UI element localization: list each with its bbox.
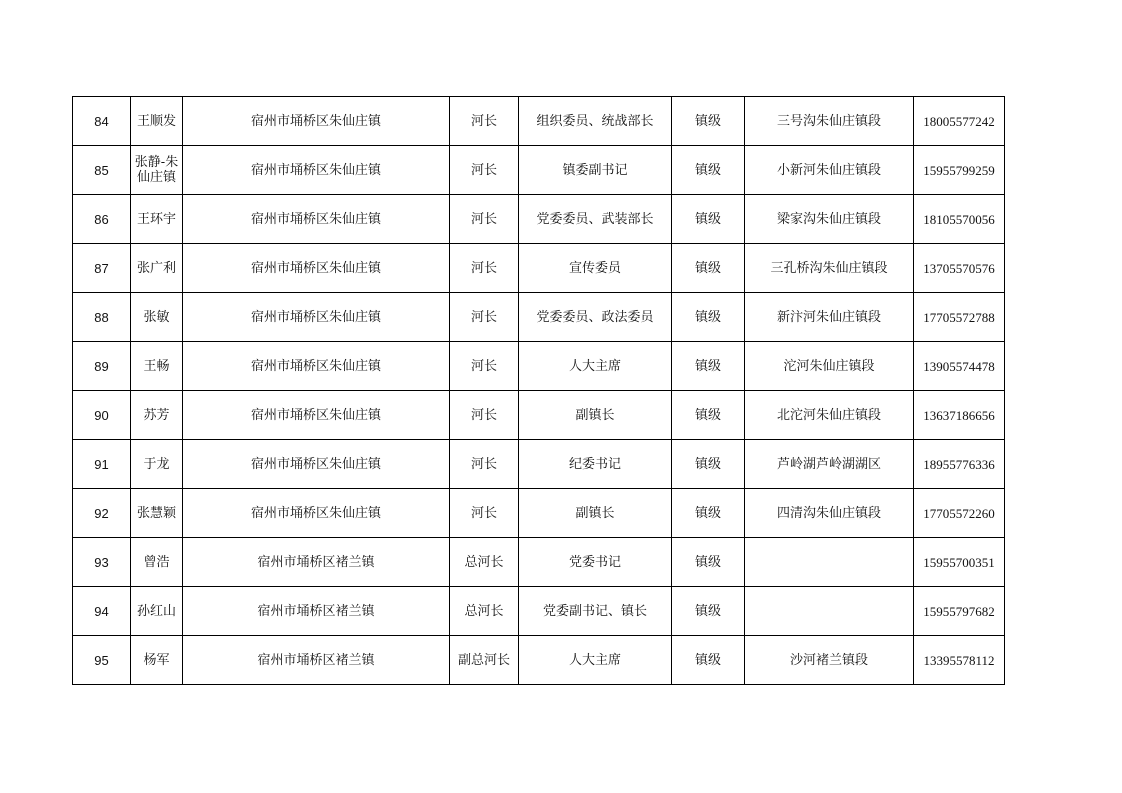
level-cell: 镇级 xyxy=(672,293,745,342)
river-section-cell: 梁家沟朱仙庄镇段 xyxy=(745,195,914,244)
row-number-cell: 86 xyxy=(73,195,131,244)
position-cell: 人大主席 xyxy=(519,342,672,391)
position-cell: 镇委副书记 xyxy=(519,146,672,195)
row-number-cell: 95 xyxy=(73,636,131,685)
area-cell: 宿州市埇桥区朱仙庄镇 xyxy=(183,244,450,293)
river-section-cell: 四清沟朱仙庄镇段 xyxy=(745,489,914,538)
level-cell: 镇级 xyxy=(672,342,745,391)
phone-cell: 15955799259 xyxy=(914,146,1005,195)
name-cell: 于龙 xyxy=(131,440,183,489)
phone-cell: 15955700351 xyxy=(914,538,1005,587)
row-number-cell: 93 xyxy=(73,538,131,587)
table-row xyxy=(73,97,1005,146)
phone-cell: 13905574478 xyxy=(914,342,1005,391)
name-cell: 张广利 xyxy=(131,244,183,293)
phone-cell: 18955776336 xyxy=(914,440,1005,489)
table-row xyxy=(73,146,1005,195)
name-cell: 张静-朱仙庄镇 xyxy=(131,146,183,195)
table-row xyxy=(73,244,1005,293)
role-cell: 河长 xyxy=(450,244,519,293)
name-cell: 孙红山 xyxy=(131,587,183,636)
name-cell: 曾浩 xyxy=(131,538,183,587)
river-section-cell: 北沱河朱仙庄镇段 xyxy=(745,391,914,440)
level-cell: 镇级 xyxy=(672,587,745,636)
row-number-cell: 88 xyxy=(73,293,131,342)
area-cell: 宿州市埇桥区朱仙庄镇 xyxy=(183,146,450,195)
phone-cell: 17705572788 xyxy=(914,293,1005,342)
river-section-cell: 小新河朱仙庄镇段 xyxy=(745,146,914,195)
area-cell: 宿州市埇桥区朱仙庄镇 xyxy=(183,440,450,489)
phone-cell: 18105570056 xyxy=(914,195,1005,244)
area-cell: 宿州市埇桥区褚兰镇 xyxy=(183,587,450,636)
role-cell: 河长 xyxy=(450,391,519,440)
level-cell: 镇级 xyxy=(672,244,745,293)
river-section-cell: 三号沟朱仙庄镇段 xyxy=(745,97,914,146)
row-number-cell: 90 xyxy=(73,391,131,440)
area-cell: 宿州市埇桥区朱仙庄镇 xyxy=(183,195,450,244)
level-cell: 镇级 xyxy=(672,440,745,489)
position-cell: 党委副书记、镇长 xyxy=(519,587,672,636)
role-cell: 河长 xyxy=(450,97,519,146)
name-cell: 王顺发 xyxy=(131,97,183,146)
phone-cell: 17705572260 xyxy=(914,489,1005,538)
table-row xyxy=(73,342,1005,391)
level-cell: 镇级 xyxy=(672,146,745,195)
role-cell: 河长 xyxy=(450,146,519,195)
row-number-cell: 92 xyxy=(73,489,131,538)
phone-cell: 13395578112 xyxy=(914,636,1005,685)
area-cell: 宿州市埇桥区褚兰镇 xyxy=(183,636,450,685)
area-cell: 宿州市埇桥区朱仙庄镇 xyxy=(183,342,450,391)
row-number-cell: 84 xyxy=(73,97,131,146)
area-cell: 宿州市埇桥区朱仙庄镇 xyxy=(183,391,450,440)
position-cell: 副镇长 xyxy=(519,391,672,440)
position-cell: 人大主席 xyxy=(519,636,672,685)
position-cell: 纪委书记 xyxy=(519,440,672,489)
position-cell: 宣传委员 xyxy=(519,244,672,293)
row-number-cell: 89 xyxy=(73,342,131,391)
table-row xyxy=(73,440,1005,489)
role-cell: 河长 xyxy=(450,195,519,244)
phone-cell: 13637186656 xyxy=(914,391,1005,440)
name-cell: 王畅 xyxy=(131,342,183,391)
table-row xyxy=(73,195,1005,244)
level-cell: 镇级 xyxy=(672,97,745,146)
level-cell: 镇级 xyxy=(672,489,745,538)
phone-cell: 13705570576 xyxy=(914,244,1005,293)
river-section-cell: 沱河朱仙庄镇段 xyxy=(745,342,914,391)
level-cell: 镇级 xyxy=(672,391,745,440)
position-cell: 党委委员、政法委员 xyxy=(519,293,672,342)
area-cell: 宿州市埇桥区朱仙庄镇 xyxy=(183,97,450,146)
area-cell: 宿州市埇桥区朱仙庄镇 xyxy=(183,489,450,538)
position-cell: 副镇长 xyxy=(519,489,672,538)
level-cell: 镇级 xyxy=(672,636,745,685)
name-cell: 张敏 xyxy=(131,293,183,342)
level-cell: 镇级 xyxy=(672,195,745,244)
role-cell: 副总河长 xyxy=(450,636,519,685)
position-cell: 组织委员、统战部长 xyxy=(519,97,672,146)
table-row xyxy=(73,538,1005,587)
row-number-cell: 87 xyxy=(73,244,131,293)
table-row xyxy=(73,587,1005,636)
table-row xyxy=(73,293,1005,342)
river-section-cell: 新汴河朱仙庄镇段 xyxy=(745,293,914,342)
role-cell: 总河长 xyxy=(450,538,519,587)
role-cell: 总河长 xyxy=(450,587,519,636)
table-row xyxy=(73,391,1005,440)
row-number-cell: 85 xyxy=(73,146,131,195)
position-cell: 党委委员、武装部长 xyxy=(519,195,672,244)
row-number-cell: 94 xyxy=(73,587,131,636)
river-section-cell xyxy=(745,538,914,587)
position-cell: 党委书记 xyxy=(519,538,672,587)
phone-cell: 18005577242 xyxy=(914,97,1005,146)
table-row xyxy=(73,636,1005,685)
river-chief-table xyxy=(72,96,1005,685)
role-cell: 河长 xyxy=(450,489,519,538)
river-section-cell xyxy=(745,587,914,636)
area-cell: 宿州市埇桥区褚兰镇 xyxy=(183,538,450,587)
table-row xyxy=(73,489,1005,538)
name-cell: 苏芳 xyxy=(131,391,183,440)
area-cell: 宿州市埇桥区朱仙庄镇 xyxy=(183,293,450,342)
river-section-cell: 芦岭湖芦岭湖湖区 xyxy=(745,440,914,489)
name-cell: 王环宇 xyxy=(131,195,183,244)
row-number-cell: 91 xyxy=(73,440,131,489)
role-cell: 河长 xyxy=(450,440,519,489)
phone-cell: 15955797682 xyxy=(914,587,1005,636)
table-body xyxy=(73,97,1005,685)
role-cell: 河长 xyxy=(450,293,519,342)
level-cell: 镇级 xyxy=(672,538,745,587)
river-section-cell: 三孔桥沟朱仙庄镇段 xyxy=(745,244,914,293)
name-cell: 杨军 xyxy=(131,636,183,685)
river-section-cell: 沙河褚兰镇段 xyxy=(745,636,914,685)
role-cell: 河长 xyxy=(450,342,519,391)
name-cell: 张慧颖 xyxy=(131,489,183,538)
